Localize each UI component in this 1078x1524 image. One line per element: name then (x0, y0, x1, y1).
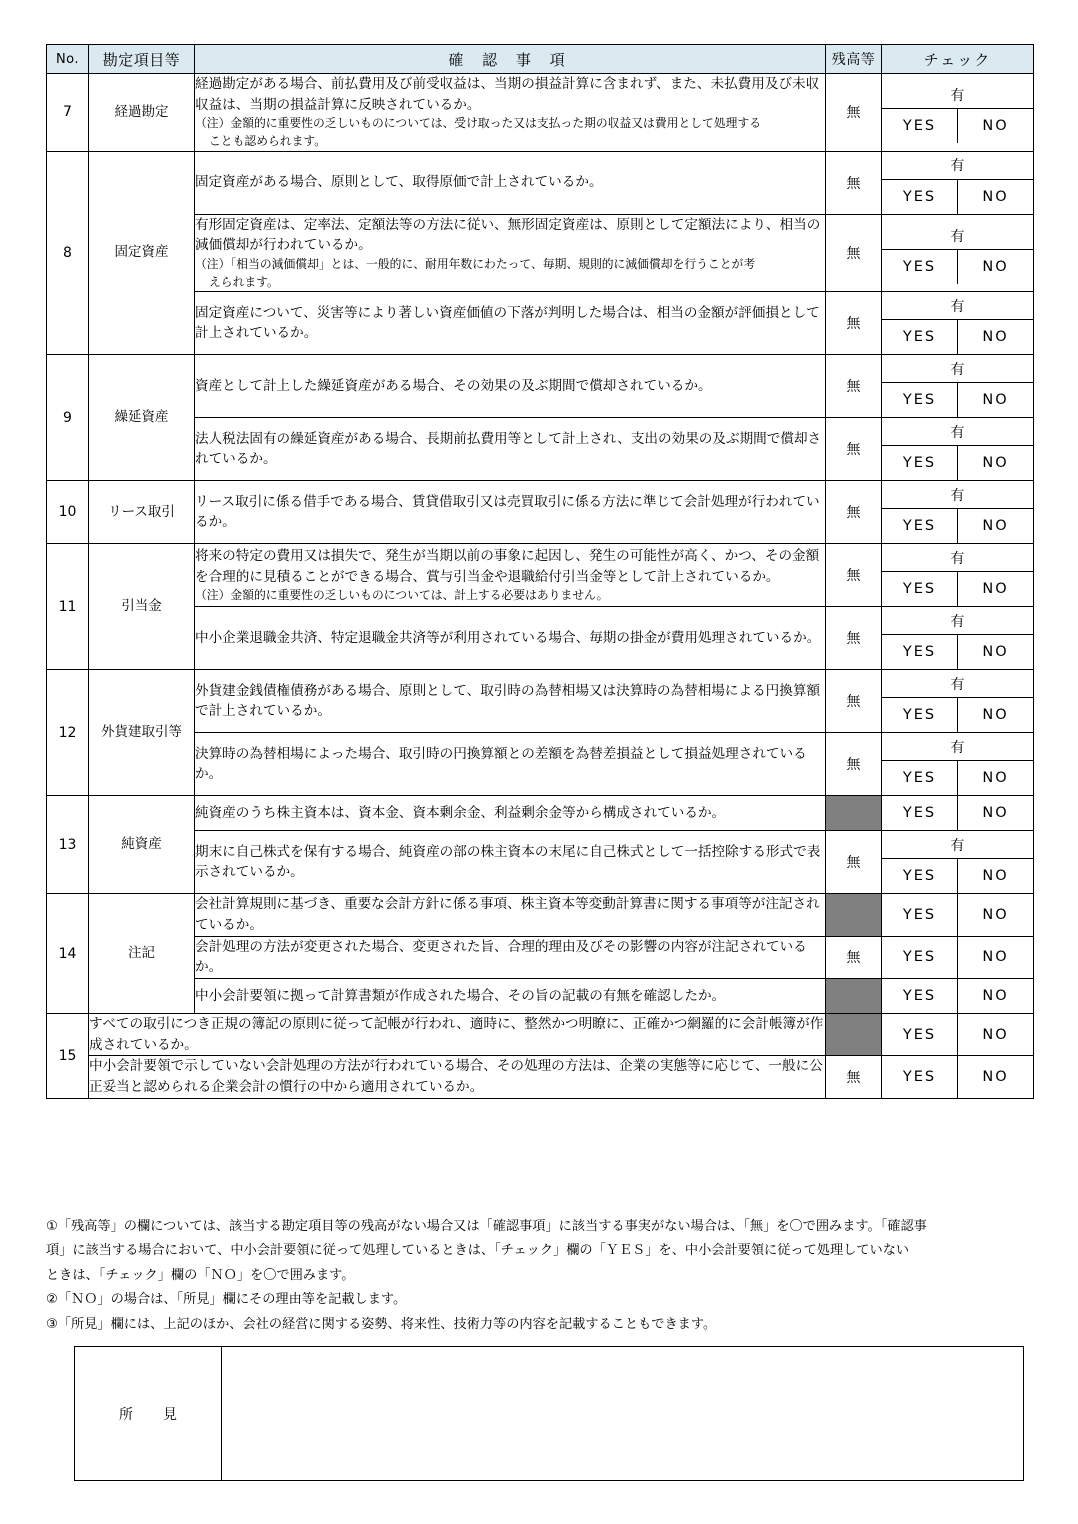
check-no[interactable]: NO (982, 455, 1009, 472)
row-number: 15 (47, 1014, 89, 1099)
check-yu[interactable]: 有 (882, 152, 1033, 180)
check-cell-group (882, 292, 1034, 355)
balance-cell-mu[interactable]: 無 (826, 1056, 882, 1098)
check-no[interactable]: NO (958, 1014, 1034, 1056)
row-number: 14 (47, 894, 89, 1014)
confirmation-text: 資産として計上した繰延資産がある場合、その効果の及ぶ期間で償却されているか。 (195, 355, 826, 418)
row-number: 10 (47, 481, 89, 544)
check-yu[interactable]: 有 (882, 292, 1033, 320)
check-no[interactable]: NO (958, 979, 1034, 1014)
footnote-line: ①「残高等」の欄については、該当する勘定項目等の残高がない場合又は「確認事項」に該当する事実がない場合は、「無」を〇で囲みます。「確認事 (46, 1219, 927, 1234)
balance-cell-mu[interactable]: 無 (826, 481, 882, 544)
balance-cell-mu[interactable]: 無 (826, 74, 882, 152)
row-number: 13 (47, 796, 89, 894)
confirmation-text: 純資産のうち株主資本は、資本金、資本剰余金、利益剰余金等から構成されているか。 (195, 796, 826, 831)
confirmation-text: 固定資産について、災害等により著しい資産価値の下落が判明した場合は、相当の金額が評価損として計上されているか。 (195, 292, 826, 355)
check-yes[interactable]: YES (882, 936, 958, 978)
account-item-label: 経過勘定 (89, 74, 195, 152)
check-no[interactable]: NO (982, 770, 1009, 787)
account-item-label: 繰延資産 (89, 355, 195, 481)
check-yu[interactable]: 有 (882, 733, 1033, 761)
check-cell-group (882, 481, 1034, 544)
account-item-label: リース取引 (89, 481, 195, 544)
balance-cell-mu[interactable]: 無 (826, 670, 882, 733)
check-yu[interactable]: 有 (882, 355, 1033, 383)
table-row (47, 733, 1034, 796)
table-row (47, 1014, 1034, 1056)
confirmation-note-cont: ことも認められます。 (209, 134, 327, 148)
footnote-line: ③「所見」欄には、上記のほか、会社の経営に関する姿勢、将来性、技術力等の内容を記載することもできます。 (46, 1316, 717, 1332)
check-yes[interactable]: YES (882, 894, 958, 936)
check-yu[interactable]: 有 (882, 222, 1033, 250)
opinion-box (74, 1346, 1024, 1481)
table-row (47, 831, 1034, 894)
check-yes[interactable]: YES (882, 446, 958, 481)
header-account-item: 勘定項目等 (89, 45, 195, 74)
account-item-label: 引当金 (89, 544, 195, 670)
check-no[interactable]: NO (958, 1056, 1034, 1098)
balance-cell-mu[interactable]: 無 (826, 831, 882, 894)
check-no[interactable]: NO (982, 868, 1009, 885)
check-no[interactable]: NO (982, 259, 1009, 276)
check-no[interactable]: NO (982, 118, 1009, 135)
confirmation-text: 固定資産がある場合、原則として、取得原価で計上されているか。 (195, 151, 826, 214)
table-row (47, 151, 1034, 214)
confirmation-text: 中小企業退職金共済、特定退職金共済等が利用されている場合、毎期の掛金が費用処理されているか。 (195, 607, 826, 670)
check-no[interactable]: NO (958, 796, 1034, 831)
header-confirmation: 確 認 事 項 (195, 45, 826, 74)
check-yes[interactable]: YES (882, 509, 958, 544)
checklist-table (46, 44, 1034, 1099)
table-row (47, 418, 1034, 481)
confirmation-note-cont: えられます。 (209, 274, 279, 289)
table-row (47, 936, 1034, 978)
check-yes[interactable]: YES (882, 1056, 958, 1098)
check-yes[interactable]: YES (882, 383, 958, 418)
confirmation-text: 経過勘定がある場合、前払費用及び前受収益は、当期の損益計算に含まれず、また、未払費用及び未収収益は、当期の損益計算に反映されているか。 （注）金額的に重要性の乏しいものについては、受け取った又は支払った期の収益又は費用として処理する ことも認められます。 (195, 74, 826, 152)
balance-cell-mu[interactable]: 無 (826, 544, 882, 607)
check-yes[interactable]: YES (882, 698, 958, 733)
check-cell-group (882, 418, 1034, 481)
footnote-line: ②「ＮＯ」の場合は、「所見」欄にその理由等を記載します。 (46, 1292, 407, 1308)
confirmation-text: 有形固定資産は、定率法、定額法等の方法に従い、無形固定資産は、原則として定額法により、相当の減価償却が行われているか。 （注）「相当の減価償却」とは、一般的に、耐用年数にわたって、毎期、規則的に減価償却を行うことが考 えられます。 (195, 214, 826, 292)
header-no: No. (47, 45, 89, 74)
check-yes[interactable]: YES (882, 796, 958, 831)
balance-cell-mu[interactable]: 無 (826, 151, 882, 214)
balance-cell-shaded (826, 1014, 882, 1056)
confirmation-note: （注）「相当の減価償却」とは、一般的に、耐用年数にわたって、毎期、規則的に減価償却を行うことが考 えられます。 (195, 256, 825, 291)
footnotes (46, 1216, 1036, 1338)
balance-cell-mu[interactable]: 無 (826, 607, 882, 670)
table-row (47, 607, 1034, 670)
balance-cell-shaded (826, 894, 882, 936)
check-cell-group (882, 670, 1034, 733)
balance-cell-shaded (826, 796, 882, 831)
check-cell-group (882, 544, 1034, 607)
confirmation-text: 外貨建金銭債権債務がある場合、原則として、取引時の為替相場又は決算時の為替相場による円換算額で計上されているか。 (195, 670, 826, 733)
confirmation-text: 会計処理の方法が変更された場合、変更された旨、合理的理由及びその影響の内容が注記されているか。 (195, 936, 826, 978)
row-number: 11 (47, 544, 89, 670)
check-yes[interactable]: YES (882, 859, 958, 894)
balance-cell-mu[interactable]: 無 (826, 355, 882, 418)
header-check: チェック (882, 45, 1034, 74)
footnote-line: ときは、「チェック」欄の「ＮＯ」を〇で囲みます。 (46, 1267, 355, 1283)
check-no[interactable]: NO (958, 936, 1034, 978)
confirmation-text: 中小会計要領に拠って計算書類が作成された場合、その旨の記載の有無を確認したか。 (195, 979, 826, 1014)
check-cell-group (882, 733, 1034, 796)
table-row (47, 481, 1034, 544)
opinion-label: 所 見 (75, 1347, 222, 1481)
check-yu[interactable]: 有 (882, 831, 1033, 859)
account-item-label: 純資産 (89, 796, 195, 894)
check-no[interactable]: NO (958, 894, 1034, 936)
confirmation-text: 将来の特定の費用又は損失で、発生が当期以前の事象に起因し、発生の可能性が高く、かつ、その金額を合理的に見積ることができる場合、賞与引当金や退職給付引当金等として計上されているか。 （注）金額的に重要性の乏しいものについては、計上する必要はありません。 (195, 544, 826, 607)
table-row (47, 796, 1034, 831)
check-yu[interactable]: 有 (882, 481, 1033, 509)
table-row (47, 214, 1034, 292)
check-cell-group (882, 214, 1034, 292)
balance-cell-mu[interactable]: 無 (826, 292, 882, 355)
confirmation-text: 法人税法固有の繰延資産がある場合、長期前払費用等として計上され、支出の効果の及ぶ期間で償却されているか。 (195, 418, 826, 481)
check-no[interactable]: NO (982, 392, 1009, 409)
check-no[interactable]: NO (982, 518, 1009, 535)
row-number: 9 (47, 355, 89, 481)
account-item-label: 固定資産 (89, 151, 195, 355)
balance-cell-mu[interactable]: 無 (826, 418, 882, 481)
check-yu[interactable]: 有 (882, 607, 1033, 635)
table-row (47, 1056, 1034, 1098)
confirmation-text: 会社計算規則に基づき、重要な会計方針に係る事項、株主資本等変動計算書に関する事項等が注記されているか。 (195, 894, 826, 936)
account-item-label: 注記 (89, 894, 195, 1014)
confirmation-text: 中小会計要領で示していない会計処理の方法が行われている場合、その処理の方法は、企業の実態等に応じて、一般に公正妥当と認められる企業会計の慣行の中から適用されているか。 (89, 1056, 826, 1098)
table-row (47, 292, 1034, 355)
confirmation-text: すべての取引につき正規の簿記の原則に従って記帳が行われ、適時に、整然かつ明瞭に、正確かつ網羅的に会計帳簿が作成されているか。 (89, 1014, 826, 1056)
check-cell-group (882, 151, 1034, 214)
check-cell-group (882, 831, 1034, 894)
check-cell-group (882, 355, 1034, 418)
row-number: 7 (47, 74, 89, 152)
check-yes[interactable]: YES (882, 761, 958, 796)
table-row (47, 74, 1034, 152)
table-row (47, 979, 1034, 1014)
table-row (47, 544, 1034, 607)
account-item-label: 外貨建取引等 (89, 670, 195, 796)
check-no[interactable]: NO (982, 644, 1009, 661)
check-yes[interactable]: YES (882, 572, 958, 607)
check-no[interactable]: NO (982, 329, 1009, 346)
table-row (47, 670, 1034, 733)
check-yu[interactable]: 有 (882, 418, 1033, 446)
row-number: 12 (47, 670, 89, 796)
balance-cell-mu[interactable]: 無 (826, 936, 882, 978)
check-yu[interactable]: 有 (882, 670, 1033, 698)
balance-cell-shaded (826, 979, 882, 1014)
check-no[interactable]: NO (982, 188, 1009, 205)
balance-cell-mu[interactable]: 無 (826, 214, 882, 292)
row-number: 8 (47, 151, 89, 355)
table-row (47, 355, 1034, 418)
confirmation-note: （注）金額的に重要性の乏しいものについては、計上する必要はありません。 (195, 588, 609, 603)
check-no[interactable]: NO (982, 707, 1009, 724)
check-yu[interactable]: 有 (882, 81, 1033, 109)
check-yes[interactable]: YES (882, 179, 958, 214)
check-cell-group (882, 607, 1034, 670)
confirmation-note: （注）金額的に重要性の乏しいものについては、受け取った又は支払った期の収益又は費用として処理する ことも認められます。 (195, 115, 825, 150)
confirmation-text: 期末に自己株式を保有する場合、純資産の部の株主資本の末尾に自己株式として一括控除する形式で表示されているか。 (195, 831, 826, 894)
confirmation-text: 決算時の為替相場によった場合、取引時の円換算額との差額を為替差損益として損益処理されているか。 (195, 733, 826, 796)
opinion-input-field[interactable] (222, 1347, 1024, 1481)
header-balance: 残高等 (826, 45, 882, 74)
check-yes[interactable]: YES (882, 250, 958, 285)
check-yes[interactable]: YES (882, 979, 958, 1014)
check-yu[interactable]: 有 (882, 544, 1033, 572)
check-no[interactable]: NO (982, 581, 1009, 598)
table-body (47, 74, 1034, 1099)
footnote-line: 項」に該当する場合において、中小会計要領に従って処理しているときは、「チェック」欄の「ＹＥＳ」を、中小会計要領に従って処理していない (46, 1243, 910, 1259)
check-yes[interactable]: YES (882, 1014, 958, 1056)
check-yes[interactable]: YES (882, 320, 958, 355)
confirmation-text: リース取引に係る借手である場合、賃貸借取引又は売買取引に係る方法に準じて会計処理が行われているか。 (195, 481, 826, 544)
balance-cell-mu[interactable]: 無 (826, 733, 882, 796)
check-cell-group (882, 74, 1034, 152)
table-header (47, 45, 1034, 74)
check-yes[interactable]: YES (882, 109, 958, 144)
table-row (47, 894, 1034, 936)
check-yes[interactable]: YES (882, 635, 958, 670)
